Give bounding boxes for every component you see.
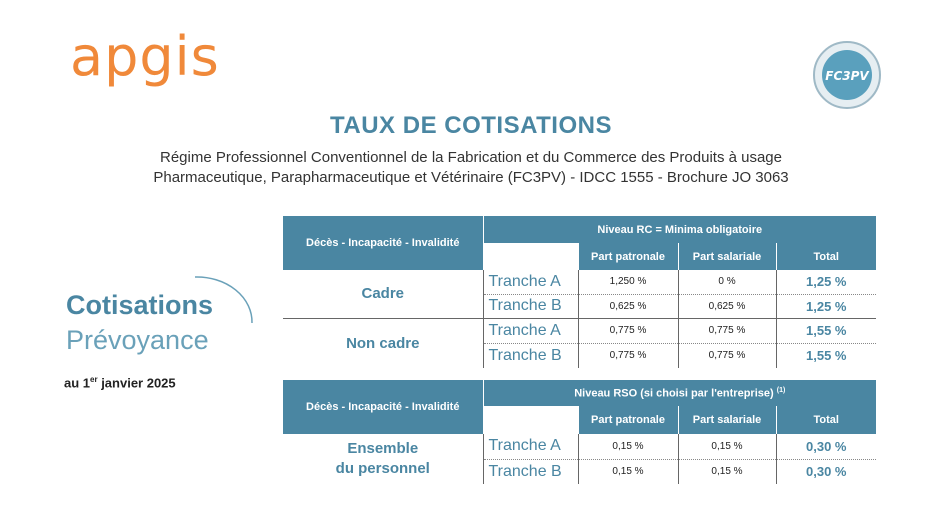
seal-text: FC3PV <box>825 69 869 83</box>
subtitle-line-1: Régime Professionnel Conventionnel de la Fabrication et du Commerce des Produits à usage <box>159 149 782 166</box>
col-header-patronale: Part patronale <box>578 243 678 270</box>
value-salariale: 0,775 % <box>678 318 776 343</box>
value-salariale: 0,625 % <box>678 294 776 318</box>
value-total: 1,55 % <box>776 318 876 343</box>
side-title-prevoyance: Prévoyance <box>66 325 209 355</box>
col-header-salariale: Part salariale <box>678 406 776 434</box>
value-patronale: 1,250 % <box>578 270 678 294</box>
tranche-label: Tranche A <box>483 270 578 294</box>
value-salariale: 0 % <box>678 270 776 294</box>
value-patronale: 0,775 % <box>578 318 678 343</box>
col-header-patronale: Part patronale <box>578 406 678 434</box>
table-rc-left-header: Décès - Incapacité - Invalidité <box>283 216 483 270</box>
value-total: 1,25 % <box>776 294 876 318</box>
subtitle-line-2: Pharmaceutique, Parapharmaceutique et Vétérinaire (FC3PV) - IDCC 1555 - Brochure JO 3063 <box>153 169 789 186</box>
group-label-cadre: Cadre <box>283 270 483 318</box>
tranche-label: Tranche A <box>483 318 578 343</box>
apgis-logo: apgis <box>70 25 220 88</box>
side-title-cotisations: Cotisations <box>66 290 214 320</box>
table-rc <box>283 216 876 368</box>
value-salariale: 0,15 % <box>678 434 776 459</box>
value-salariale: 0,775 % <box>678 343 776 368</box>
page-subtitle <box>100 148 842 188</box>
value-patronale: 0,625 % <box>578 294 678 318</box>
col-header-total: Total <box>776 406 876 434</box>
table-rso <box>283 380 876 484</box>
page-title: TAUX DE COTISATIONS <box>330 112 612 139</box>
table-rso-left-header: Décès - Incapacité - Invalidité <box>283 380 483 434</box>
group-label-ensemble: Ensemble du personnel <box>335 440 430 477</box>
value-patronale: 0,775 % <box>578 343 678 368</box>
value-salariale: 0,15 % <box>678 459 776 484</box>
fc3pv-seal-icon <box>812 40 882 110</box>
value-patronale: 0,15 % <box>578 434 678 459</box>
value-total: 1,55 % <box>776 343 876 368</box>
col-header-salariale: Part salariale <box>678 243 776 270</box>
value-total: 0,30 % <box>776 459 876 484</box>
value-patronale: 0,15 % <box>578 459 678 484</box>
effective-date: au 1er janvier 2025 <box>64 375 176 391</box>
group-label-non-cadre: Non cadre <box>346 334 420 352</box>
tranche-label: Tranche B <box>483 459 578 484</box>
tranche-label: Tranche B <box>483 343 578 368</box>
tranche-label: Tranche B <box>483 294 578 318</box>
col-header-total: Total <box>776 243 876 270</box>
value-total: 1,25 % <box>776 270 876 294</box>
value-total: 0,30 % <box>776 434 876 459</box>
table-rso-group-header: Niveau RSO (si choisi par l'entreprise) $^{(1)}$ <box>483 380 876 406</box>
table-rc-group-header: Niveau RC = Minima obligatoire <box>483 216 876 243</box>
tranche-label: Tranche A <box>483 434 578 459</box>
